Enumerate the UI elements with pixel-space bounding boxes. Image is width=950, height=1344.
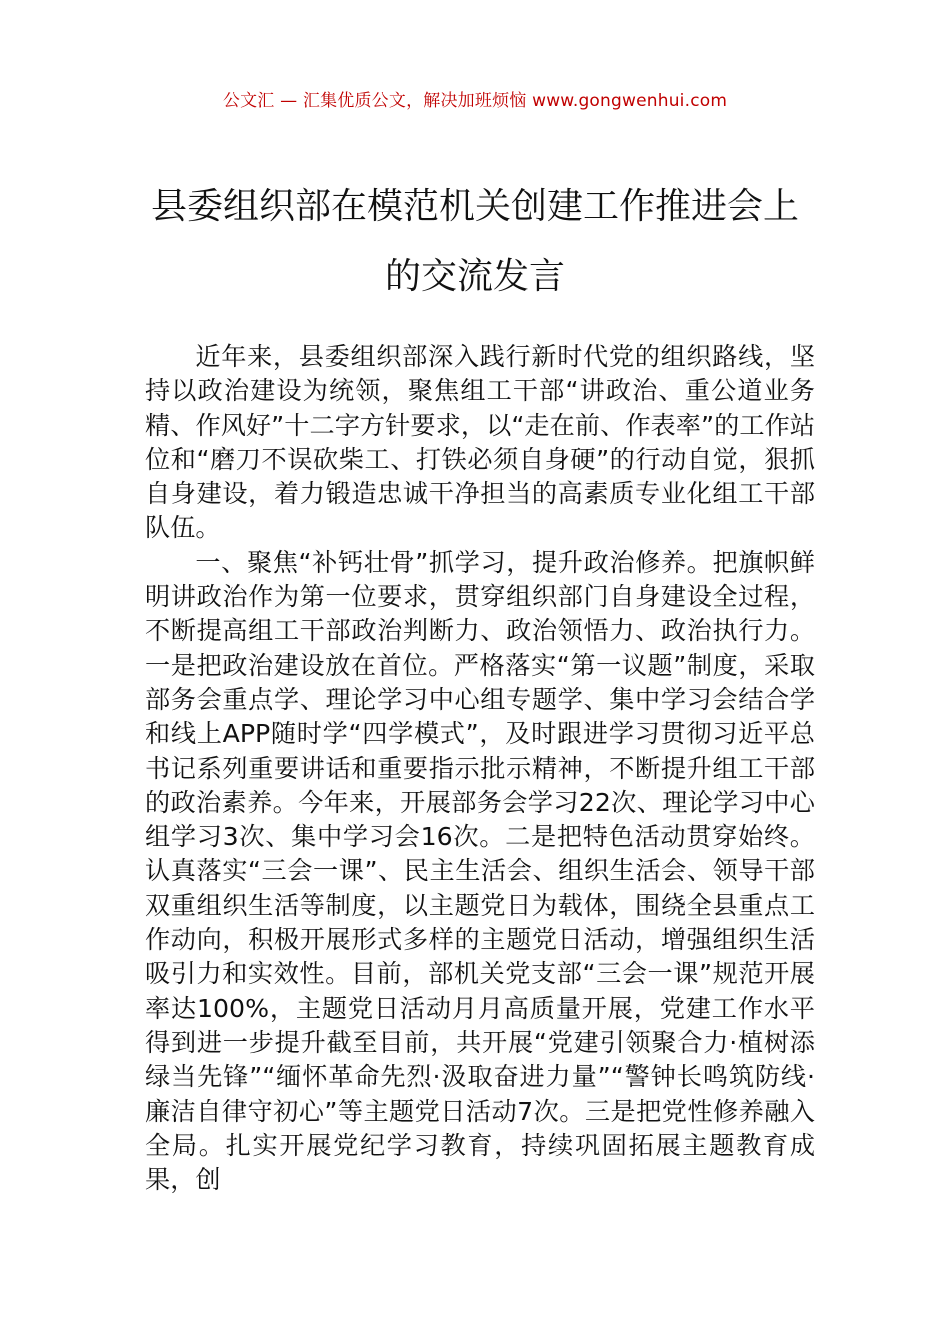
paragraph-section-1: 一、聚焦“补钙壮骨”抓学习，提升政治修养。把旗帜鲜明讲政治作为第一位要求，贯穿组织部门自身建设全过程，不断提高组工干部政治判断力、政治领悟力、政治执行力。一是把政治建设放在首位。严格落实“第一议题”制度，采取部务会重点学、理论学习中心组专题学、集中学习会结合学和线上APP随时学“四学模式”，及时跟进学习贯彻习近平总书记系列重要讲话和重要指示批示精神，不断提升组工干部的政治素养。今年来，开展部务会学习22次、理论学习中心组学习3次、集中学习会16次。二是把特色活动贯穿始终。认真落实“三会一课”、民主生活会、组织生活会、领导干部双重组织生活等制度，以主题党日为载体，围绕全县重点工作动向，积极开展形式多样的主题党日活动，增强组织生活吸引力和实效性。目前，部机关党支部“三会一课”规范开展率达100%，主题党日活动月月高质量开展，党建工作水平得到进一步提升截至目前，共开展“党建引领聚合力·植树添绿当先锋”“缅怀革命先烈·汲取奋进力量”“警钟长鸣筑防线·廉洁自律守初心”等主题党日活动7次。三是把党性修养融入全局。扎实开展党纪学习教育，持续巩固拓展主题教育成果，创 [145, 547, 815, 1195]
document-title [0, 172, 950, 312]
title-line-2: 的交流发言 [384, 256, 565, 297]
site-header-banner: 公文汇 — 汇集优质公文，解决加班烦恼 www.gongwenhui.com [222, 91, 728, 111]
title-line-1: 县委组织部在模范机关创建工作推进会上 [150, 186, 799, 227]
paragraph-intro: 近年来，县委组织部深入践行新时代党的组织路线，坚持以政治建设为统领，聚焦组工干部“讲政治、重公道业务精、作风好”十二字方针要求，以“走在前、作表率”的工作站位和“磨刀不误砍柴工、打铁必须自身硬”的行动自觉，狠抓自身建设，着力锻造忠诚干净担当的高素质专业化组工干部队伍。 [145, 342, 815, 543]
document-body [145, 340, 815, 1197]
